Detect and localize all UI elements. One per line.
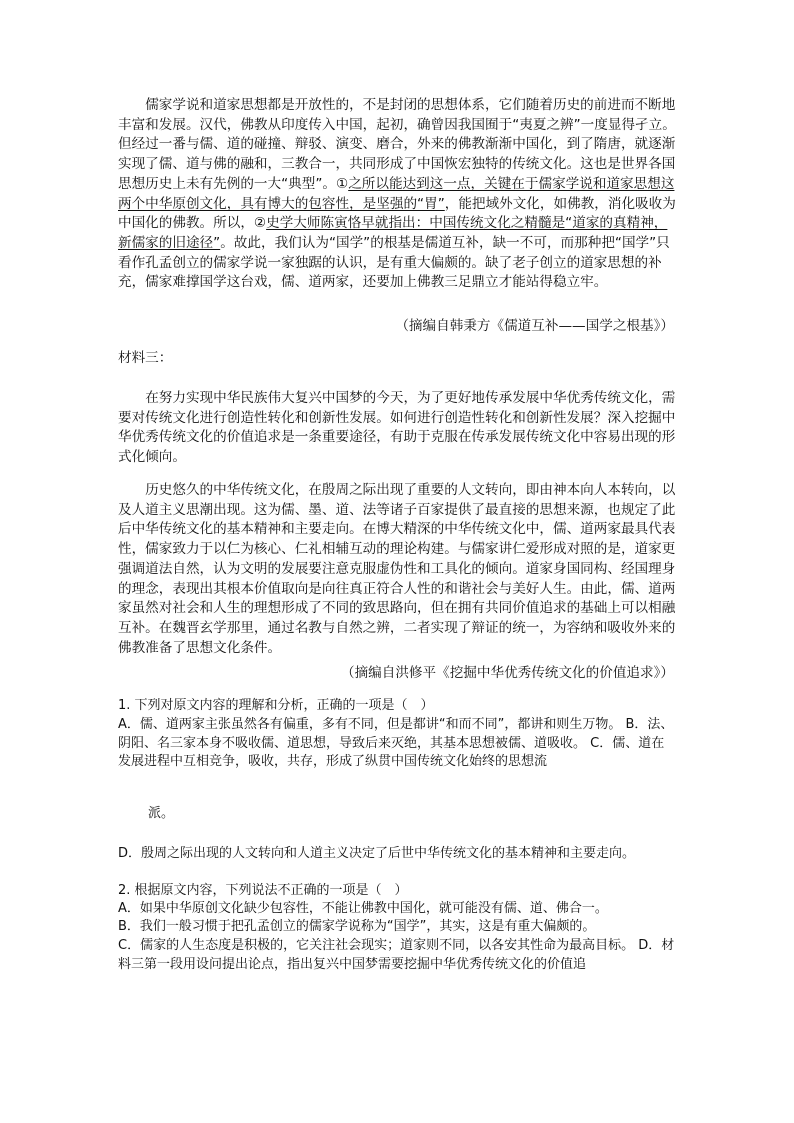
question-2-options-cd: C．儒家的人生态度是积极的，它关注社会现实；道家则不同，以各安其性命为最高目标。 D．材料三第一段用设问提出论点，指出复兴中国梦需要挖掘中华优秀传统文化的价值追 — [118, 938, 675, 972]
question-2-stem: 2. 根据原文内容，下列说法不正确的一项是（ ） — [118, 883, 408, 898]
question-1-option-c-continued: 派。 — [148, 806, 175, 821]
material3-heading: 材料三： — [118, 350, 173, 366]
question-2-option-a: A．如果中华原创文化缺少包容性，不能让佛教中国化，就可能没有儒、道、佛合一。 — [118, 901, 608, 916]
material3-source: （摘编自洪修平《挖掘中华优秀传统文化的价值追求》） — [340, 665, 674, 681]
question-2-option-b: B．我们一般习惯于把孔孟创立的儒家学说称为“国学”，其实，这是有重大偏颇的。 — [118, 919, 596, 934]
text-run: ，能把域外文化，如佛教，消化吸收为中国化的佛教。所以，② — [118, 195, 676, 232]
material3-paragraph-1: 在努力实现中华民族伟大复兴中国梦的今天，为了更好地传承发展中华优秀传统文化，需要对传统文化进行创造性转化和创新性发展。如何进行创造性转化和创新性发展？深入挖掘中华优秀传统文化的价值追求是一条重要途径，有助于克服在传承发展传统文化中容易出现的形式化倾向。 — [118, 390, 676, 466]
question-1-options-abc: A．儒、道两家主张虽然各有偏重，多有不同，但是都讲“和而不同”，都讲和则生万物。 B．法、阴阳、名三家本身不吸收儒、道思想，导致后来灭绝，其基本思想被儒、道吸收。 C．儒、道在发展进程中互相竞争，吸收，共存，形成了纵贯中国传统文化始终的思想流 — [118, 717, 674, 770]
question-1-stem: 1. 下列对原文内容的理解和分析，正确的一项是（ ） — [118, 698, 434, 713]
text-run: 儒家学说和道家思想都是开放性的，不是封闭的思想体系，它们随着历史的前进而不断地丰富和发展。汉代，佛教从印度传入中国，起初，确曾因我国囿于“夷夏之辨”一度显得孑立。但经过一番与儒、道的碰撞、辩驳、演变、磨合，外来的佛教渐渐中国化，到了隋唐，就逐渐实现了儒、道与佛的融和，三教合一，共同形成了中国恢宏独特的传统文化。这也是世界各国思想历史上未有先例的一大“典型”。① — [118, 97, 676, 192]
underlined-sentence-2: 史学大师陈寅恪早就指出：中国传统文化之精髓是“道家的真精神，新儒家的旧途径” — [118, 215, 668, 251]
question-1-option-d: D．殷周之际出现的人文转向和人道主义决定了后世中华传统文化的基本精神和主要走向。 — [118, 846, 636, 861]
material2-paragraph — [118, 96, 676, 293]
underlined-sentence-1: 之所以能达到这一点，关键在于儒家学说和道家思想这两个中华原创文化，具有博大的包容性，是坚强的“胃” — [118, 175, 675, 212]
material2-source: （摘编自韩秉方《儒道互补——国学之根基》） — [395, 318, 674, 334]
text-run: 。故此，我们认为“国学”的根基是儒道互补，缺一不可，而那种把“国学”只看作孔孟创立的儒家学说一家独踞的认识，是有重大偏颇的。缺了老子创立的道家思想的补充，儒家难撑国学这台戏，儒、道两家，还要加上佛教三足鼎立才能站得稳立牢。 — [118, 234, 670, 291]
material3-paragraph-2: 历史悠久的中华传统文化，在殷周之际出现了重要的人文转向，即由神本向人本转向，以及人道主义思潮出现。这为儒、墨、道、法等诸子百家提供了最直接的思想来源，也规定了此后中华传统文化的基本精神和主要走向。在博大精深的中华传统文化中，儒、道两家最具代表性，儒家致力于以仁为核心、仁礼相辅互动的理论构建。与儒家讲仁爱形成对照的是，道家更强调道法自然，认为文明的发展要注意克服虚伪性和工具化的倾向。道家身国同构、经国理身的理念，表现出其根本价值取向是向往真正符合人性的和谐社会与美好人生。由此，儒、道两家虽然对社会和人生的理想形成了不同的致思路向，但在拥有共同价值追求的基础上可以相融互补。在魏晋玄学那里，通过名教与自然之辨，二者实现了辩证的统一，为容纳和吸收外来的佛教准备了思想文化条件。 — [118, 482, 676, 656]
